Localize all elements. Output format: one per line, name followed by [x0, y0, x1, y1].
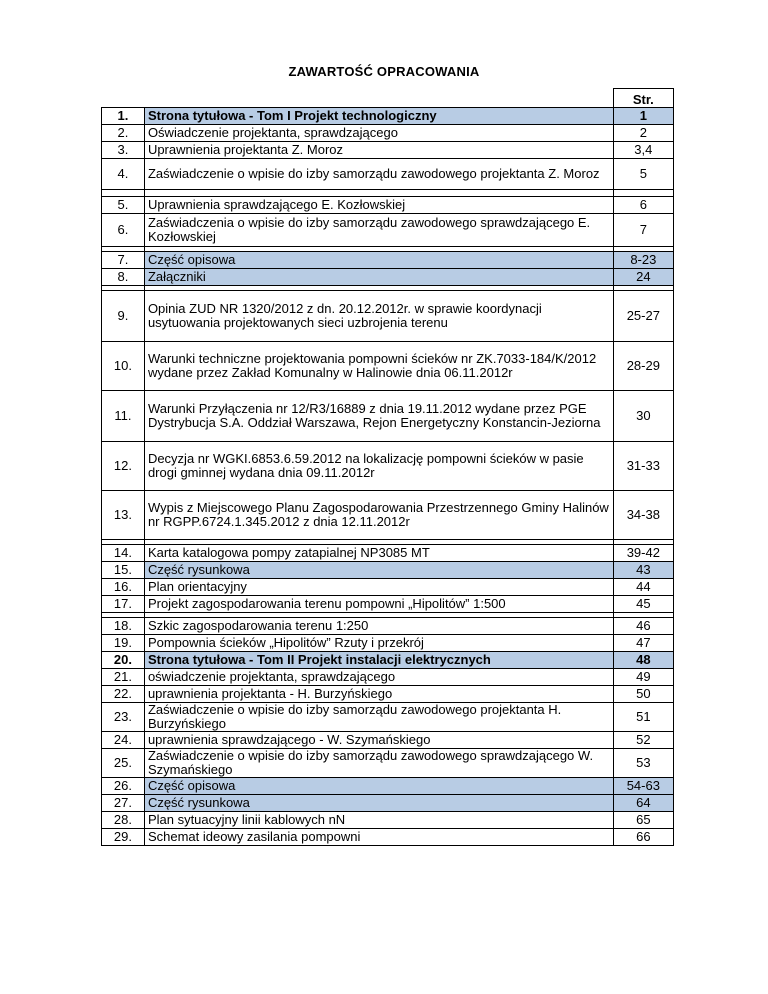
- row-page: 64: [613, 795, 673, 812]
- document-title: ZAWARTOŚĆ OPRACOWANIA: [288, 64, 480, 79]
- table-row: [102, 596, 674, 613]
- row-description: Szkic zagospodarowania terenu 1:250: [144, 618, 613, 635]
- row-number: 24.: [102, 732, 145, 749]
- table-row: [102, 635, 674, 652]
- table-row: [102, 252, 674, 269]
- row-page: 24: [613, 269, 673, 286]
- row-number: 13.: [102, 491, 145, 540]
- row-description: Oświadczenie projektanta, sprawdzającego: [144, 125, 613, 142]
- table-row: [102, 108, 674, 125]
- row-number: 29.: [102, 829, 145, 846]
- table-row: [102, 269, 674, 286]
- row-number: 5.: [102, 197, 145, 214]
- table-row: [102, 829, 674, 846]
- row-number: 11.: [102, 391, 145, 442]
- row-description: Część opisowa: [144, 252, 613, 269]
- row-description: Wypis z Miejscowego Planu Zagospodarowania Przestrzennego Gminy Halinów nr RGPP.6724.1.345.2012 z dnia 12.11.2012r: [144, 491, 613, 540]
- table-row: [102, 159, 674, 190]
- row-description: Część rysunkowa: [144, 562, 613, 579]
- row-page: 65: [613, 812, 673, 829]
- table-row: [102, 342, 674, 391]
- row-page: 48: [613, 652, 673, 669]
- row-page: 30: [613, 391, 673, 442]
- row-page: 7: [613, 214, 673, 247]
- row-page: 1: [613, 108, 673, 125]
- row-description: Plan orientacyjny: [144, 579, 613, 596]
- row-number: 15.: [102, 562, 145, 579]
- row-number: 16.: [102, 579, 145, 596]
- row-number: 27.: [102, 795, 145, 812]
- table-row: [102, 491, 674, 540]
- row-description: Opinia ZUD NR 1320/2012 z dn. 20.12.2012r. w sprawie koordynacji usytuowania projektowanych sieci uzbrojenia terenu: [144, 291, 613, 342]
- row-description: Zaświadczenie o wpisie do izby samorządu zawodowego sprawdzającego W. Szymańskiego: [144, 749, 613, 778]
- row-description: Projekt zagospodarowania terenu pompowni „Hipolitów” 1:500: [144, 596, 613, 613]
- table-row: [102, 686, 674, 703]
- row-description: Część rysunkowa: [144, 795, 613, 812]
- row-page: 25-27: [613, 291, 673, 342]
- contents-table: [101, 88, 674, 846]
- row-number: 18.: [102, 618, 145, 635]
- row-description: Pompownia ścieków „Hipolitów” Rzuty i przekrój: [144, 635, 613, 652]
- row-number: 14.: [102, 545, 145, 562]
- table-row: [102, 732, 674, 749]
- table-row: [102, 812, 674, 829]
- row-page: 43: [613, 562, 673, 579]
- row-description: Uprawnienia projektanta Z. Moroz: [144, 142, 613, 159]
- row-page: 39-42: [613, 545, 673, 562]
- row-number: 6.: [102, 214, 145, 247]
- row-number: 20.: [102, 652, 145, 669]
- row-description: Schemat ideowy zasilania pompowni: [144, 829, 613, 846]
- table-row: [102, 545, 674, 562]
- table-row: [102, 291, 674, 342]
- row-number: 3.: [102, 142, 145, 159]
- row-description: Załączniki: [144, 269, 613, 286]
- row-page: 51: [613, 703, 673, 732]
- row-description: Uprawnienia sprawdzającego E. Kozłowskiej: [144, 197, 613, 214]
- row-description: Plan sytuacyjny linii kablowych nN: [144, 812, 613, 829]
- table-row: [102, 391, 674, 442]
- row-number: 4.: [102, 159, 145, 190]
- row-description: Zaświadczenie o wpisie do izby samorządu zawodowego projektanta Z. Moroz: [144, 159, 613, 190]
- row-page: 8-23: [613, 252, 673, 269]
- row-description: Zaświadczenie o wpisie do izby samorządu zawodowego projektanta H. Burzyńskiego: [144, 703, 613, 732]
- row-description: Warunki Przyłączenia nr 12/R3/16889 z dnia 19.11.2012 wydane przez PGE Dystrybucja S.A. Oddział Warszawa, Rejon Energetyczny Konstancin-Jeziorna: [144, 391, 613, 442]
- table-row: [102, 579, 674, 596]
- row-description: Warunki techniczne projektowania pompowni ścieków nr ZK.7033-184/K/2012 wydane przez Zakład Komunalny w Halinowie dnia 06.11.2012r: [144, 342, 613, 391]
- table-row: [102, 669, 674, 686]
- table-row: [102, 142, 674, 159]
- row-number: 23.: [102, 703, 145, 732]
- row-description: Karta katalogowa pompy zatapialnej NP3085 MT: [144, 545, 613, 562]
- page-column-header: Str.: [613, 89, 673, 108]
- row-description: uprawnienia sprawdzającego - W. Szymańskiego: [144, 732, 613, 749]
- table-header-row: [102, 89, 674, 108]
- row-number: 8.: [102, 269, 145, 286]
- row-page: 50: [613, 686, 673, 703]
- row-page: 47: [613, 635, 673, 652]
- row-number: 19.: [102, 635, 145, 652]
- contents-table-body: [102, 89, 674, 846]
- row-spacer: [102, 190, 674, 197]
- table-row: [102, 214, 674, 247]
- row-number: 21.: [102, 669, 145, 686]
- row-number: 25.: [102, 749, 145, 778]
- row-description: Część opisowa: [144, 778, 613, 795]
- row-number: 28.: [102, 812, 145, 829]
- row-page: 54-63: [613, 778, 673, 795]
- row-page: 53: [613, 749, 673, 778]
- row-page: 5: [613, 159, 673, 190]
- table-row: [102, 125, 674, 142]
- row-page: 3,4: [613, 142, 673, 159]
- row-page: 44: [613, 579, 673, 596]
- table-row: [102, 197, 674, 214]
- row-page: 34-38: [613, 491, 673, 540]
- row-page: 31-33: [613, 442, 673, 491]
- row-page: 6: [613, 197, 673, 214]
- row-number: 2.: [102, 125, 145, 142]
- row-number: 26.: [102, 778, 145, 795]
- table-row: [102, 703, 674, 732]
- row-description: Strona tytułowa - Tom I Projekt technologiczny: [144, 108, 613, 125]
- table-row: [102, 749, 674, 778]
- row-number: 9.: [102, 291, 145, 342]
- row-number: 22.: [102, 686, 145, 703]
- row-page: 49: [613, 669, 673, 686]
- table-row: [102, 652, 674, 669]
- row-description: oświadczenie projektanta, sprawdzającego: [144, 669, 613, 686]
- table-row: [102, 442, 674, 491]
- row-page: 52: [613, 732, 673, 749]
- table-row: [102, 778, 674, 795]
- table-row: [102, 618, 674, 635]
- row-number: 1.: [102, 108, 145, 125]
- row-number: 12.: [102, 442, 145, 491]
- row-description: uprawnienia projektanta - H. Burzyńskiego: [144, 686, 613, 703]
- row-number: 10.: [102, 342, 145, 391]
- table-row: [102, 562, 674, 579]
- row-number: 17.: [102, 596, 145, 613]
- row-description: Strona tytułowa - Tom II Projekt instalacji elektrycznych: [144, 652, 613, 669]
- row-number: 7.: [102, 252, 145, 269]
- row-description: Zaświadczenia o wpisie do izby samorządu zawodowego sprawdzającego E. Kozłowskiej: [144, 214, 613, 247]
- row-page: 46: [613, 618, 673, 635]
- row-page: 66: [613, 829, 673, 846]
- table-row: [102, 795, 674, 812]
- row-page: 28-29: [613, 342, 673, 391]
- row-page: 45: [613, 596, 673, 613]
- row-description: Decyzja nr WGKI.6853.6.59.2012 na lokalizację pompowni ścieków w pasie drogi gminnej wydana dnia 09.11.2012r: [144, 442, 613, 491]
- row-page: 2: [613, 125, 673, 142]
